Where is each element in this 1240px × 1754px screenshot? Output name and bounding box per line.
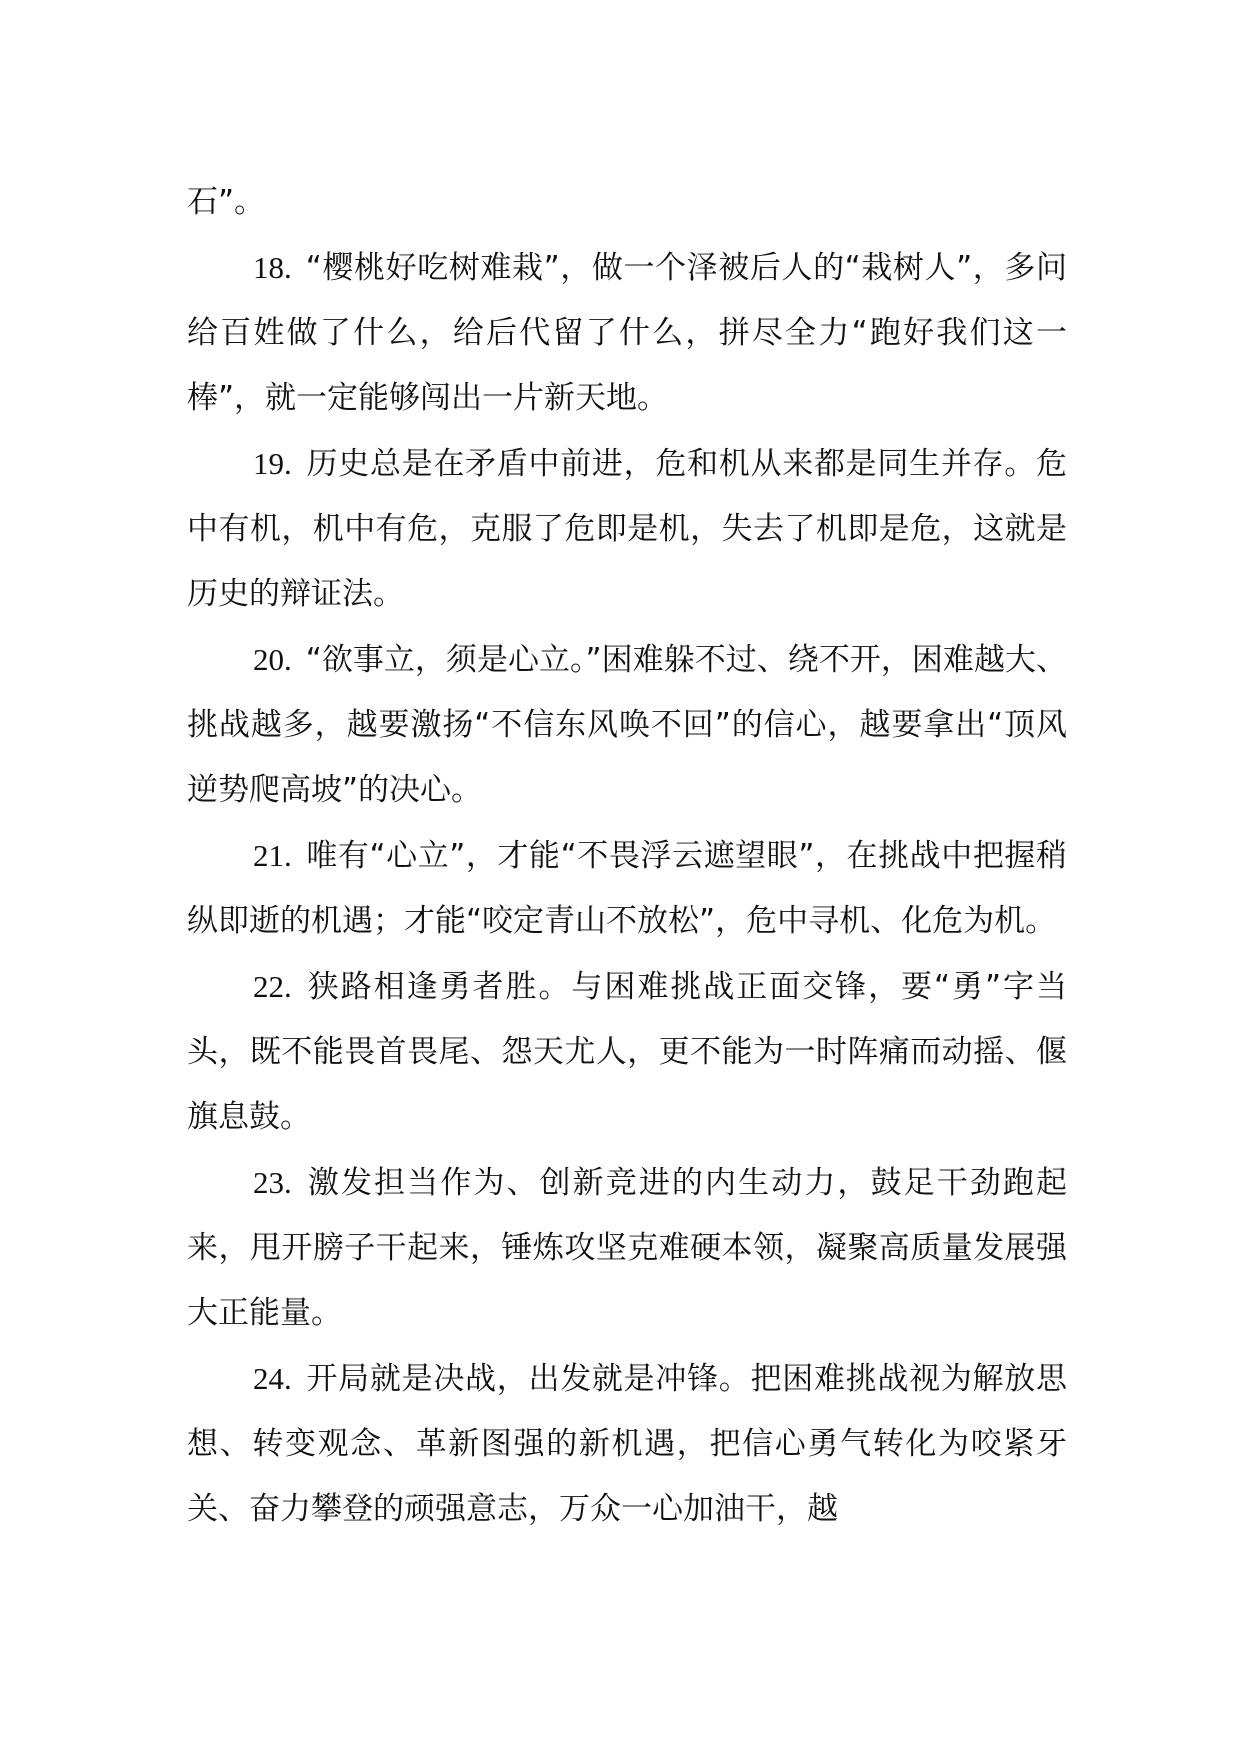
paragraph-22 (187, 954, 1067, 1150)
paragraph-text: 唯有“心立”，才能“不畏浮云遮望眼”，在挑战中把握稍纵即逝的机遇；才能“咬定青山不放松”，危中寻机、化危为机。 (187, 838, 1067, 939)
paragraph-text: 石”。 (187, 184, 266, 220)
paragraph-number: 23. (253, 1165, 292, 1200)
paragraph-number: 24. (253, 1361, 292, 1396)
paragraph-text: 激发担当作为、创新竞进的内生动力，鼓足干劲跑起来，甩开膀子干起来，锤炼攻坚克难硬本领，凝聚高质量发展强大正能量。 (187, 1165, 1067, 1331)
paragraph-text: 历史总是在矛盾中前进，危和机从来都是同生并存。危中有机，机中有危，克服了危即是机，失去了机即是危，这就是历史的辩证法。 (187, 446, 1067, 612)
paragraph-24 (187, 1346, 1067, 1542)
paragraph-number: 19. (253, 446, 292, 481)
paragraph-text: 狭路相逢勇者胜。与困难挑战正面交锋，要“勇”字当头，既不能畏首畏尾、怨天尤人，更不能为一时阵痛而动摇、偃旗息鼓。 (187, 969, 1067, 1135)
paragraph-continuation (187, 170, 1067, 235)
paragraph-19 (187, 431, 1067, 627)
paragraph-text: “欲事立，须是心立。”困难躲不过、绕不开，困难越大、挑战越多，越要激扬“不信东风唤不回”的信心，越要拿出“顶风逆势爬高坡”的决心。 (187, 642, 1067, 808)
document-body (187, 170, 1067, 1542)
paragraph-text: “樱桃好吃树难栽”，做一个泽被后人的“栽树人”，多问给百姓做了什么，给后代留了什么，拼尽全力“跑好我们这一棒”，就一定能够闯出一片新天地。 (187, 250, 1067, 416)
paragraph-number: 20. (253, 642, 292, 677)
paragraph-23 (187, 1150, 1067, 1346)
paragraph-number: 21. (253, 838, 292, 873)
paragraph-20 (187, 627, 1067, 823)
paragraph-18 (187, 235, 1067, 431)
paragraph-21 (187, 823, 1067, 954)
paragraph-number: 22. (253, 969, 292, 1004)
paragraph-number: 18. (253, 250, 292, 285)
paragraph-text: 开局就是决战，出发就是冲锋。把困难挑战视为解放思想、转变观念、革新图强的新机遇，把信心勇气转化为咬紧牙关、奋力攀登的顽强意志，万众一心加油干，越 (187, 1361, 1067, 1527)
